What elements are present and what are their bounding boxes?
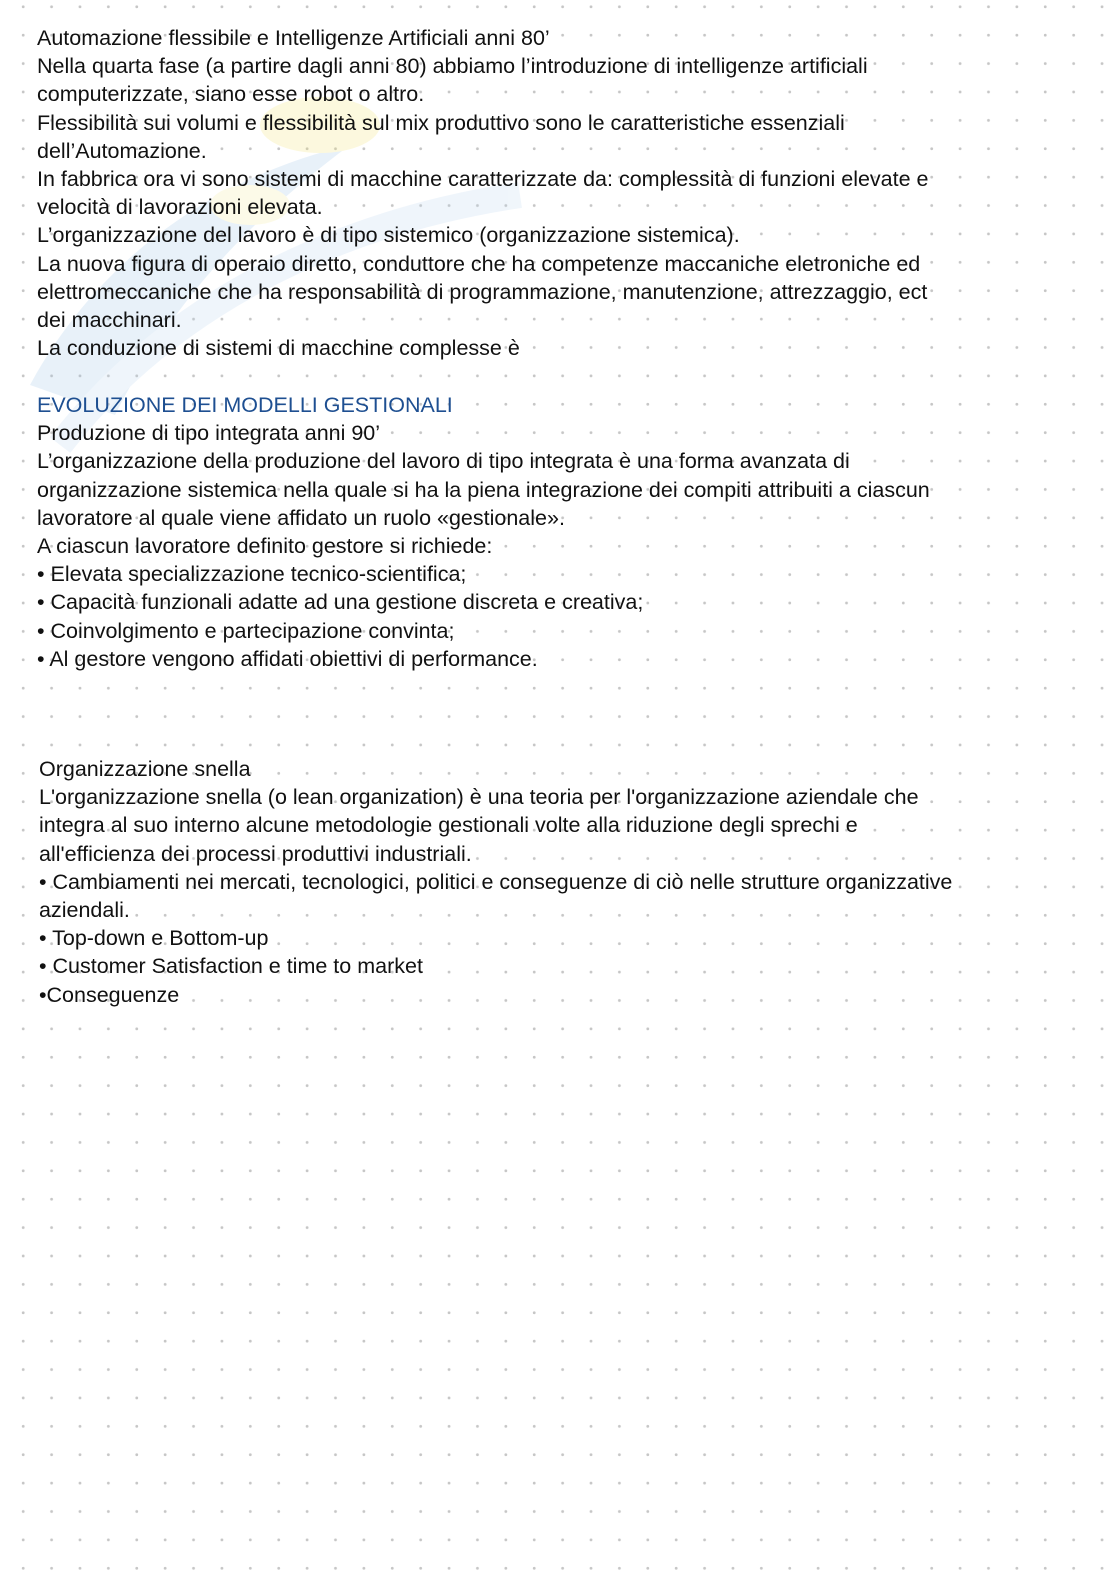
bullet-item: • Coinvolgimento e partecipazione convinta;	[37, 618, 455, 643]
bullet-item: • Cambiamenti nei mercati, tecnologici, politici e conseguenze di ciò nelle strutture organizzative	[39, 869, 953, 894]
paragraph-line: dell’Automazione.	[37, 138, 207, 163]
paragraph-line: all'efficienza dei processi produttivi industriali.	[39, 841, 472, 866]
paragraph-line: integra al suo interno alcune metodologie gestionali volte alla riduzione degli sprechi e	[39, 813, 858, 838]
section-heading: EVOLUZIONE DEI MODELLI GESTIONALI	[37, 393, 453, 417]
paragraph-line: aziendali.	[39, 898, 130, 923]
paragraph-line: La nuova figura di operaio diretto, conduttore che ha competenze maccaniche eletroniche ed	[37, 251, 921, 276]
section-title: Automazione flessibile e Intelligenze Artificiali anni 80’	[37, 26, 550, 50]
paragraph-line: computerizzate, siano esse robot o altro.	[37, 82, 425, 107]
section-automazione-flessibile	[37, 24, 1097, 362]
paragraph-line: L'organizzazione snella (o lean organization) è una teoria per l'organizzazione aziendale che	[39, 785, 919, 810]
paragraph-line: organizzazione sistemica nella quale si ha la piena integrazione dei compiti attribuiti a ciascun	[37, 477, 930, 502]
paragraph-line: velocità di lavorazioni elevata.	[37, 195, 323, 220]
bullet-item: • Capacità funzionali adatte ad una gestione discreta e creativa;	[37, 590, 644, 615]
bullet-item: • Top-down e Bottom-up	[39, 926, 269, 951]
section-organizzazione-snella	[39, 755, 1099, 1009]
paragraph-line: Flessibilità sui volumi e flessibilità sul mix produttivo sono le caratteristiche essenziali	[37, 110, 845, 135]
section-title: Produzione di tipo integrata anni 90’	[37, 421, 381, 446]
paragraph-line: A ciascun lavoratore definito gestore si richiede:	[37, 534, 493, 559]
paragraph-line: dei macchinari.	[37, 308, 182, 333]
bullet-item: •Conseguenze	[39, 982, 180, 1007]
paragraph-line: L’organizzazione del lavoro è di tipo sistemico (organizzazione sistemica).	[37, 223, 740, 248]
paragraph-line: L’organizzazione della produzione del lavoro di tipo integrata è una forma avanzata di	[37, 449, 850, 474]
bullet-item: • Customer Satisfaction e time to market	[39, 954, 423, 979]
paragraph-line: lavoratore al quale viene affidato un ruolo «gestionale».	[37, 505, 565, 530]
paragraph-line: La conduzione di sistemi di macchine complesse è	[37, 336, 520, 361]
section-title: Organizzazione snella	[39, 757, 251, 781]
bullet-item: • Al gestore vengono affidati obiettivi di performance.	[37, 646, 538, 671]
paragraph-line: elettromeccaniche che ha responsabilità di programmazione, manutenzione, attrezzaggio, ect	[37, 279, 928, 304]
paragraph-line: In fabbrica ora vi sono sistemi di macchine caratterizzate da: complessità di funzioni elevate e	[37, 167, 929, 192]
bullet-item: • Elevata specializzazione tecnico-scientifica;	[37, 562, 467, 587]
paragraph-line: Nella quarta fase (a partire dagli anni 80) abbiamo l’introduzione di intelligenze artificiali	[37, 54, 868, 79]
section-evoluzione-modelli	[37, 391, 1097, 673]
